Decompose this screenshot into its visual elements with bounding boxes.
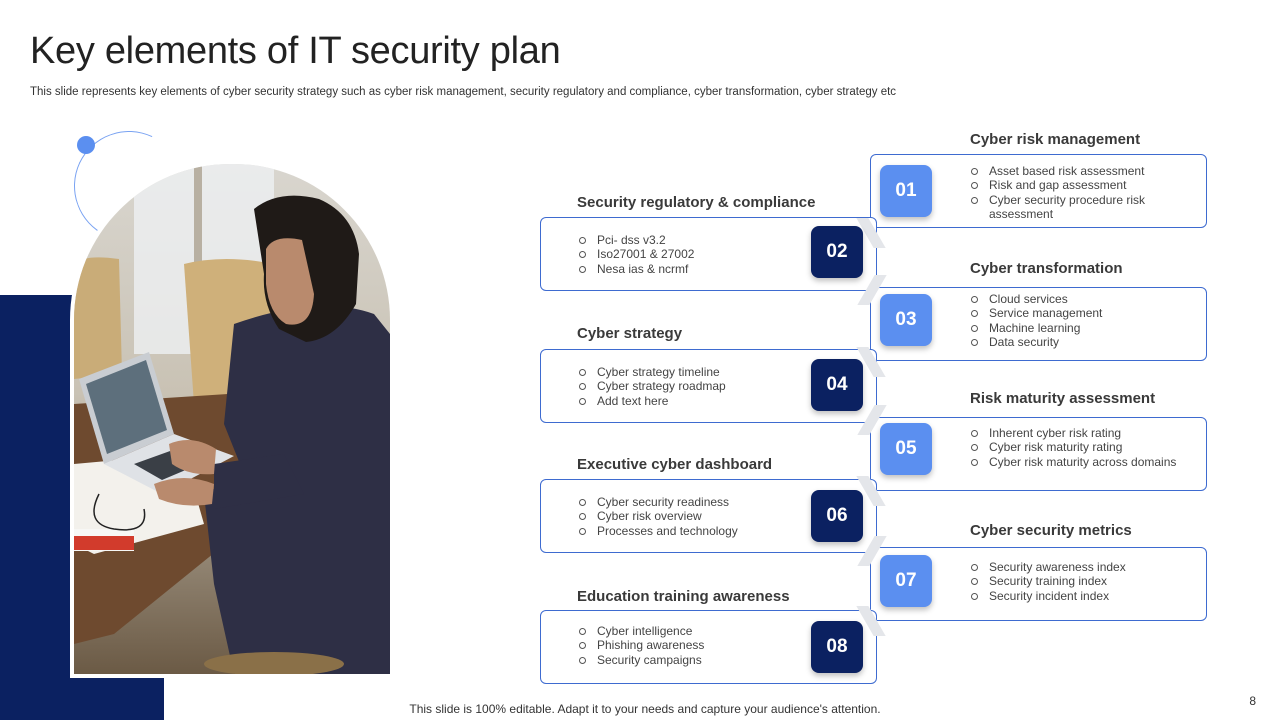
list-item: Cloud services (969, 292, 1194, 306)
step-07-badge: 07 (880, 555, 932, 607)
list-item: Cyber strategy timeline (577, 365, 797, 379)
list-item: Data security (969, 335, 1194, 349)
decorative-dot (77, 136, 95, 154)
step-03-list (969, 292, 1194, 349)
list-item: Security awareness index (969, 560, 1194, 574)
step-05-list (969, 426, 1199, 469)
list-item: Cyber risk overview (577, 509, 797, 523)
step-04-badge: 04 (811, 359, 863, 411)
list-item: Risk and gap assessment (969, 178, 1194, 192)
step-06-heading: Executive cyber dashboard (577, 456, 776, 473)
page-number: 8 (1249, 694, 1256, 708)
list-item: Asset based risk assessment (969, 164, 1194, 178)
step-04-list (577, 365, 797, 408)
list-item: Phishing awareness (577, 638, 797, 652)
step-03-heading: Cyber transformation (970, 260, 1127, 277)
list-item: Service management (969, 306, 1194, 320)
list-item: Nesa ias & ncrmf (577, 262, 797, 276)
step-08-heading: Education training awareness (577, 588, 794, 605)
step-08-badge: 08 (811, 621, 863, 673)
step-02-list (577, 233, 797, 276)
list-item: Machine learning (969, 321, 1194, 335)
list-item: Security training index (969, 574, 1194, 588)
step-04-heading: Cyber strategy (577, 325, 686, 342)
step-08-list (577, 624, 797, 667)
step-01-badge: 01 (880, 165, 932, 217)
photo-frame (70, 160, 394, 678)
list-item: Cyber intelligence (577, 624, 797, 638)
list-item: Cyber risk maturity across domains (969, 455, 1199, 469)
step-07-list (969, 560, 1194, 603)
footer-note: This slide is 100% editable. Adapt it to your needs and capture your audience's attention. (409, 702, 881, 716)
step-02-heading: Security regulatory & compliance (577, 194, 819, 211)
list-item: Inherent cyber risk rating (969, 426, 1199, 440)
step-01-heading: Cyber risk management (970, 131, 1144, 148)
list-item: Cyber security readiness (577, 495, 797, 509)
slide-subtitle: This slide represents key elements of cyber security strategy such as cyber risk management, security regulatory and compliance, cyber transformation, cyber strategy etc (30, 86, 897, 98)
photo-illustration (74, 164, 390, 674)
slide-title: Key elements of IT security plan (30, 30, 561, 72)
person-at-laptop-photo (74, 164, 390, 674)
step-03-badge: 03 (880, 294, 932, 346)
step-07-heading: Cyber security metrics (970, 522, 1136, 539)
list-item: Cyber security procedure risk assessment (969, 193, 1194, 222)
list-item: Add text here (577, 394, 797, 408)
list-item: Processes and technology (577, 524, 797, 538)
list-item: Cyber risk maturity rating (969, 440, 1199, 454)
list-item: Cyber strategy roadmap (577, 379, 797, 393)
step-05-badge: 05 (880, 423, 932, 475)
step-06-list (577, 495, 797, 538)
step-02-badge: 02 (811, 226, 863, 278)
list-item: Pci- dss v3.2 (577, 233, 797, 247)
list-item: Iso27001 & 27002 (577, 247, 797, 261)
list-item: Security incident index (969, 589, 1194, 603)
step-01-list (969, 164, 1194, 221)
step-05-heading: Risk maturity assessment (970, 390, 1159, 407)
list-item: Security campaigns (577, 653, 797, 667)
step-06-badge: 06 (811, 490, 863, 542)
